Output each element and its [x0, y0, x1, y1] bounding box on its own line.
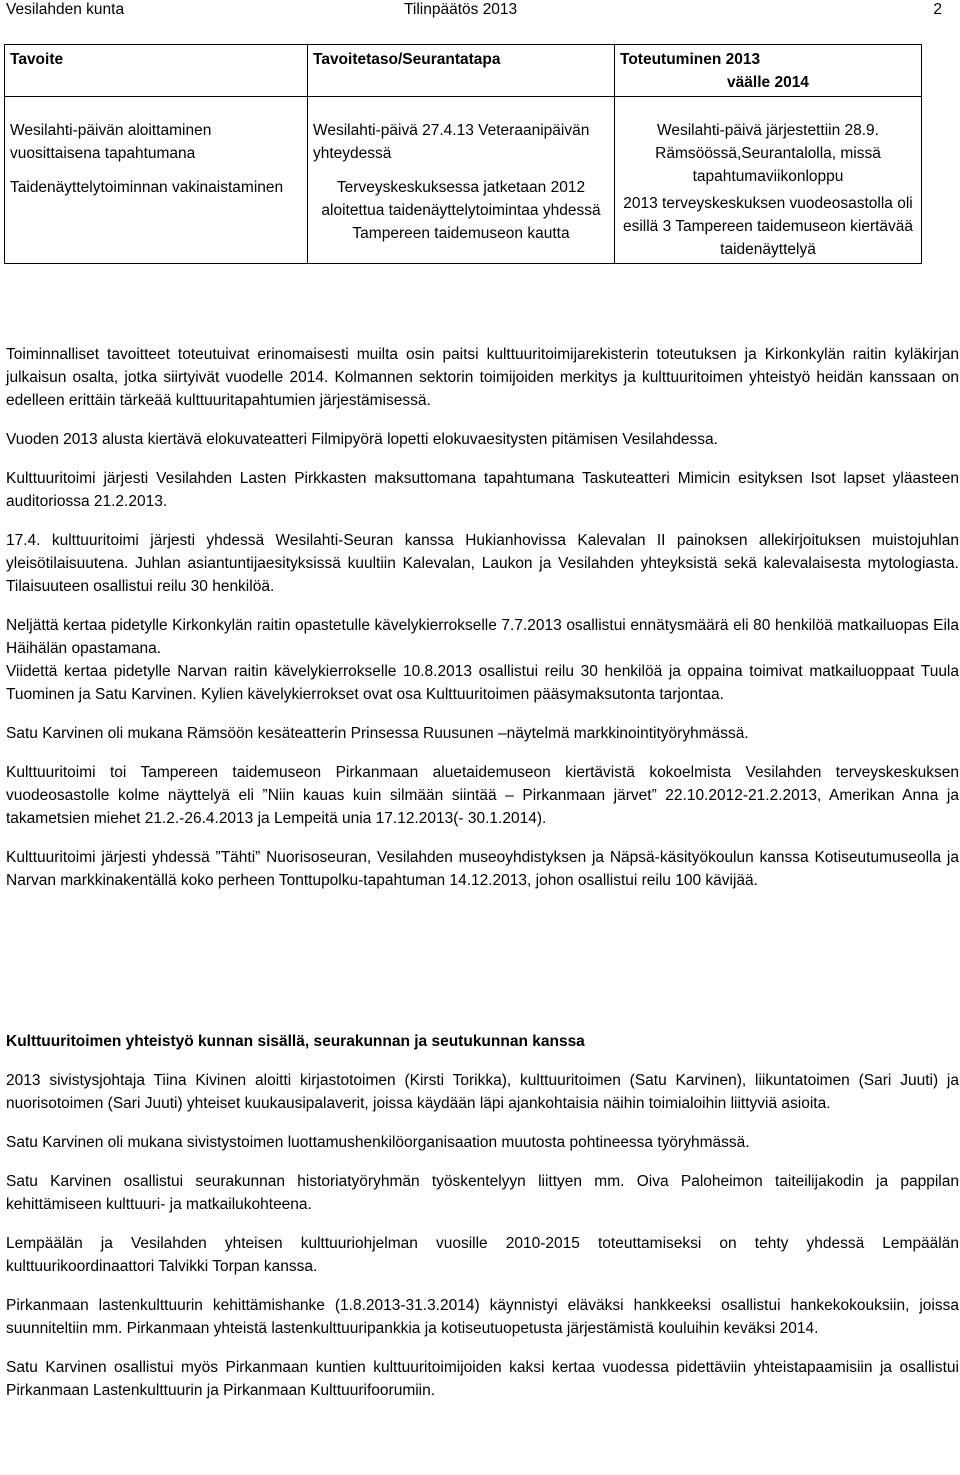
table-row	[5, 97, 922, 264]
section-heading: Kulttuuritoimen yhteistyö kunnan sisällä, seurakunnan ja seutukunnan kanssa	[6, 1033, 585, 1050]
paragraph: 2013 sivistysjohtaja Tiina Kivinen aloitti kirjastotoimen (Kirsti Torikka), kulttuuritoimen (Satu Karvinen), liikuntatoimen (Sari Juuti) ja nuorisotoimen (Sari Juuti) yhteiset kuukausipalaverit, joissa käydään läpi ajankohtaisia näihin toimialoihin liittyviä asioita.	[6, 1072, 959, 1112]
document-title: Tilinpäätös 2013	[404, 1, 518, 18]
target-cell	[308, 97, 615, 264]
paragraph: Kulttuuritoimi järjesti yhdessä ”Tähti” Nuorisoseuran, Vesilahden museoyhdistyksen ja Näpsä-käsityökoulun kanssa Kotiseutumuseolla ja Narvan markkinakentällä koko perheen Tonttupolku-tapahtuman 14.12.2013, johon osallistui reilu 100 kävijää.	[6, 849, 959, 889]
col-header-target: Tavoitetaso/Seurantatapa	[308, 45, 615, 97]
result-cell	[615, 97, 922, 264]
result-text: 2013 terveyskeskuksen vuodeosastolla oli esillä 3 Tampereen taidemuseon kiertävää taidenäyttelyä	[622, 195, 914, 258]
target-text: Terveyskeskuksessa jatketaan 2012 aloitettua taidenäyttelytoimintaa yhdessä Tampereen taidemuseon kautta	[321, 179, 601, 242]
paragraph: Satu Karvinen osallistui seurakunnan historiatyöryhmän työskentelyyn liittyen mm. Oiva Paloheimon taiteilijakodin ja pappilan kehittämiseen kulttuuri- ja matkailukohteena.	[6, 1173, 959, 1213]
col-header-result-title: Toteutuminen 2013	[620, 51, 761, 68]
col-header-result	[615, 45, 922, 97]
paragraph: Viidettä kertaa pidetylle Narvan raitin kävelykierrokselle 10.8.2013 osallistui reilu 30 henkilöä ja oppaina toimivat matkailuoppaat Tuula Tuominen ja Satu Karvinen. Kylien kävelykierrokset ovat osa Kulttuuritoimen pääsymaksutonta tarjontaa.	[6, 663, 959, 703]
paragraph: Toiminnalliset tavoitteet toteutuivat erinomaisesti muilta osin paitsi kulttuuritoimijarekisterin toteutuksen ja Kirkonkylän raitin kyläkirjan julkaisun osalta, jotka siirtyivät vuodelle 2014. Kolmannen sektorin toimijoiden merkitys ja kulttuuritoimen yhteistyö heidän kanssaan on edelleen erittäin tärkeää kulttuuritapahtumien järjestämisessä.	[6, 346, 959, 409]
result-text: Wesilahti-päivä järjestettiin 28.9. Rämsöössä,Seurantalolla, missä tapahtumaviikonloppu	[655, 122, 881, 185]
paragraph: Neljättä kertaa pidetylle Kirkonkylän raitin opastetulle kävelykierrokselle 7.7.2013 osallistui ennätysmäärä eli 80 henkilöä matkailuopas Eila Häihälän opastamana.	[6, 617, 959, 657]
municipality-name: Vesilahden kunta	[6, 1, 125, 18]
col-header-result-sub: väälle 2014	[727, 74, 809, 91]
paragraph: Satu Karvinen osallistui myös Pirkanmaan kuntien kulttuuritoimijoiden kaksi kertaa vuodessa pidettäviin yhteistapaamisiin ja osallistui Pirkanmaan Lastenkulttuurin ja Pirkanmaan Kulttuurifoorumiin.	[6, 1359, 959, 1399]
goals-table	[4, 44, 922, 264]
page-header	[6, 0, 942, 22]
body-section-2	[6, 1030, 959, 1402]
goal-text: Taidenäyttelytoiminnan vakinaistaminen	[10, 179, 284, 196]
paragraph: 17.4. kulttuuritoimi järjesti yhdessä Wesilahti-Seuran kanssa Hukianhovissa Kalevalan II painoksen allekirjoituksen muistojuhlan yleisötilaisuutena. Juhlan asiantuntijaesityksissä kuultiin Kalevalan, Laukon ja Vesilahden yhteyksistä sekä kalevalaisesta mytologiasta. Tilaisuuteen osallistui reilu 30 henkilöä.	[6, 532, 959, 595]
paragraph: Vuoden 2013 alusta kiertävä elokuvateatteri Filmipyörä lopetti elokuvaesitysten pitämisen Vesilahdessa.	[6, 431, 718, 448]
paragraph: Satu Karvinen oli mukana Rämsöön kesäteatterin Prinsessa Ruusunen –näytelmä markkinointityöryhmässä.	[6, 725, 749, 742]
paragraph: Lempäälän ja Vesilahden yhteisen kulttuuriohjelman vuosille 2010-2015 toteuttamiseksi on tehty yhdessä Lempäälän kulttuurikoordinaattori Talvikki Torpan kanssa.	[6, 1235, 959, 1275]
body-section-1	[6, 343, 959, 892]
paragraph: Kulttuuritoimi toi Tampereen taidemuseon Pirkanmaan aluetaidemuseon kiertävistä kokoelmista Vesilahden terveyskeskuksen vuodeosastolle kolme näyttelyä eli ”Niin kauas kuin silmään siintää – Pirkanmaan järvet” 22.10.2012-21.2.2013, Amerikan Anna ja takametsien miehet 21.2.-26.4.2013 ja Lempeitä unia 17.12.2013(- 30.1.2014).	[6, 764, 959, 827]
goal-text: Wesilahti-päivän aloittaminen vuosittaisena tapahtumana	[10, 122, 212, 162]
paragraph: Pirkanmaan lastenkulttuurin kehittämishanke (1.8.2013-31.3.2014) käynnistyi eläväksi hankkeeksi osallistui hankekokouksiin, joissa suunniteltiin mm. Pirkanmaan yhteistä lastenkulttuuripankkia ja kotiseutuopetusta järjestämistä kouluihin keväksi 2014.	[6, 1297, 959, 1337]
page-number: 2	[933, 1, 942, 18]
goal-cell	[5, 97, 308, 264]
paragraph: Satu Karvinen oli mukana sivistystoimen luottamushenkilöorganisaation muutosta pohtineessa työryhmässä.	[6, 1134, 750, 1151]
col-header-goal: Tavoite	[5, 45, 308, 97]
paragraph: Kulttuuritoimi järjesti Vesilahden Lasten Pirkkasten maksuttomana tapahtumana Taskuteatteri Mimicin esityksen Isot lapset yläasteen auditoriossa 21.2.2013.	[6, 470, 959, 510]
table-header-row	[5, 45, 922, 97]
target-text: Wesilahti-päivä 27.4.13 Veteraanipäivän yhteydessä	[313, 122, 590, 162]
